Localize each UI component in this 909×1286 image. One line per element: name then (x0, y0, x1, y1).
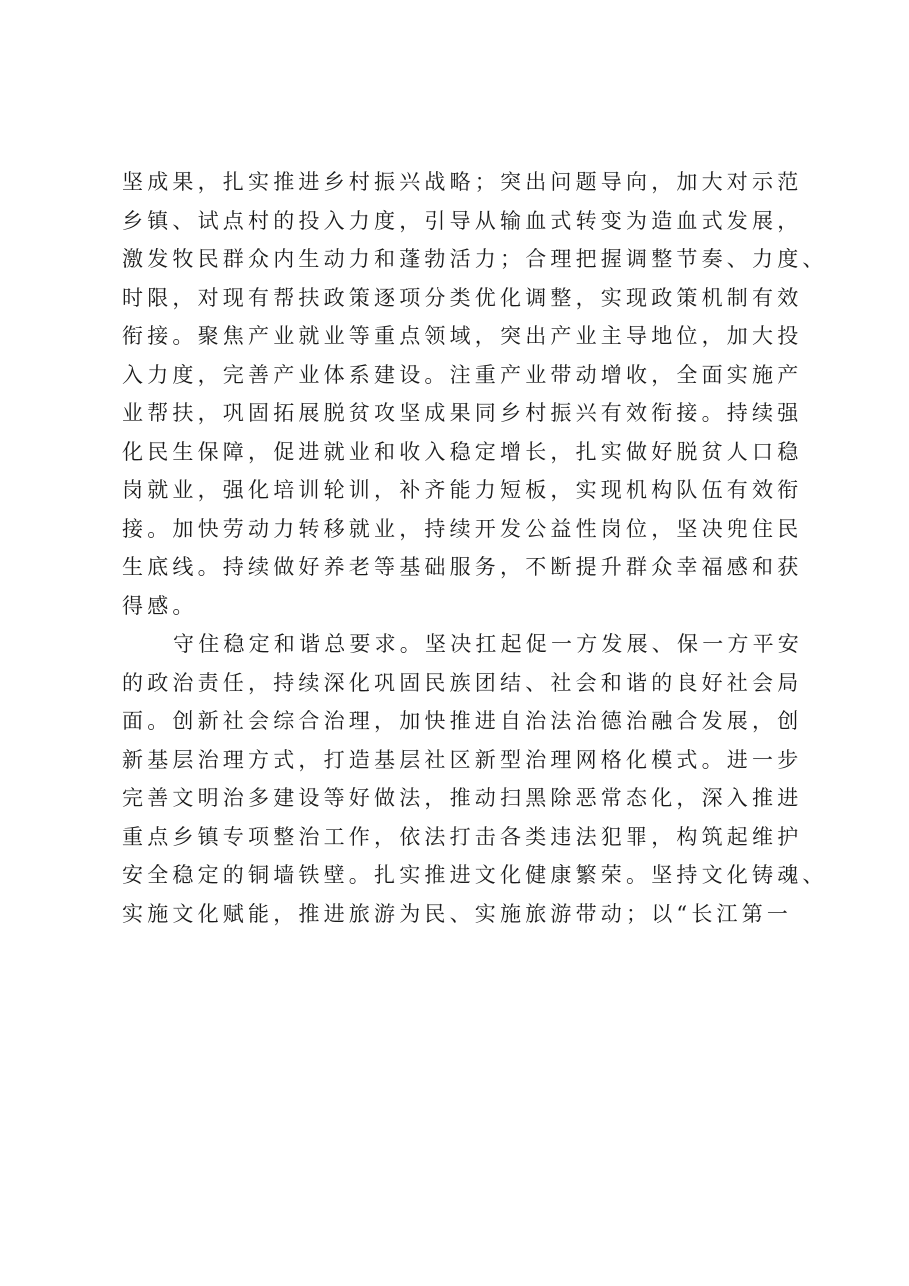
paragraph-line: 业帮扶，巩固拓展脱贫攻坚成果同乡村振兴有效衔接。持续强 (122, 401, 803, 425)
document-body (122, 163, 828, 933)
paragraph-line: 面。创新社会综合治理，加快推进自治法治德治融合发展，创 (122, 709, 803, 733)
paragraph-line: 重点乡镇专项整治工作，依法打击各类违法犯罪，构筑起维护 (122, 824, 803, 849)
paragraph-line: 守住稳定和谐总要求。坚决扛起促一方发展、保一方平安 (173, 632, 803, 656)
paragraph-line: 衔接。聚焦产业就业等重点领域，突出产业主导地位，加大投 (122, 324, 803, 348)
paragraph-line: 入力度，完善产业体系建设。注重产业带动增收，全面实施产 (122, 362, 803, 387)
paragraph-line: 的政治责任，持续深化巩固民族团结、社会和谐的良好社会局 (122, 670, 803, 695)
paragraph-line: 化民生保障，促进就业和收入稳定增长，扎实做好脱贫人口稳 (122, 439, 803, 464)
paragraph-2 (122, 625, 828, 933)
paragraph-line: 实施文化赋能，推进旅游为民、实施旅游带动；以“长江第一 (122, 901, 793, 926)
paragraph-line: 得感。 (122, 593, 198, 618)
paragraph-line: 岗就业，强化培训轮训，补齐能力短板，实现机构队伍有效衔 (122, 478, 803, 502)
paragraph-line: 接。加快劳动力转移就业，持续开发公益性岗位，坚决兜住民 (122, 516, 803, 541)
paragraph-line: 安全稳定的铜墙铁壁。扎实推进文化健康繁荣。坚持文化铸魂、 (122, 863, 828, 887)
paragraph-line: 激发牧民群众内生动力和蓬勃活力；合理把握调整节奏、力度、 (122, 247, 828, 271)
paragraph-line: 时限，对现有帮扶政策逐项分类优化调整，实现政策机制有效 (122, 285, 803, 310)
paragraph-line: 生底线。持续做好养老等基础服务，不断提升群众幸福感和获 (122, 555, 803, 579)
paragraph-line: 新基层治理方式，打造基层社区新型治理网格化模式。进一步 (122, 747, 803, 772)
paragraph-line: 完善文明治多建设等好做法，推动扫黑除恶常态化，深入推进 (122, 786, 803, 810)
paragraph-line: 乡镇、试点村的投入力度，引导从输血式转变为造血式发展， (122, 208, 803, 233)
paragraph-1 (122, 163, 828, 625)
paragraph-line: 坚成果，扎实推进乡村振兴战略；突出问题导向，加大对示范 (122, 170, 803, 194)
